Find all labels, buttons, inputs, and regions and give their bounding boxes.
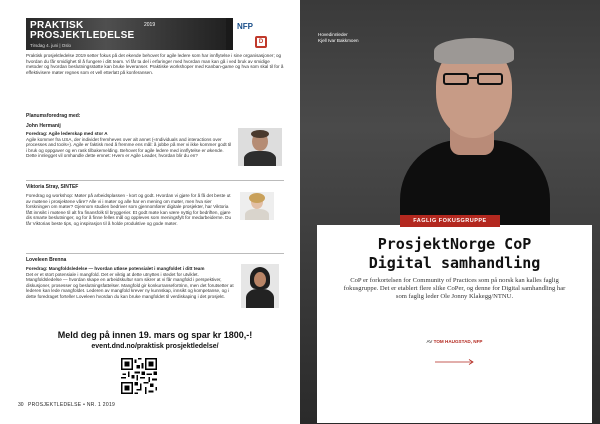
article-title [317,235,592,273]
caption-role: Hovedinnleder [318,32,348,37]
magazine-footer: PROSJEKTLEDELSE • NR. 1 2019 [28,402,116,408]
article-title-line2: Digital samhandling [368,254,541,272]
caption-name: Kjell Ivar Bakkmoen [318,37,359,43]
page-number: 30 [18,402,24,408]
photo-caption [318,32,359,43]
banner-title-line2: PROSJEKTLEDELSE [30,30,135,41]
logo-area [233,18,283,50]
speaker-photo [238,128,282,166]
speaker-talk [26,266,234,300]
talk-text: Agile kommer fra USA, der individet fremheves over alt annet («Individuals and interactions over processes and tools»). Agile er faktisk med å fremme ens mål: å jobbe på mer vi ikke kommer godt til i bruk og oppgaver og en rask tilbakemelding. Behovet for agile ledere med innflytelse er økende. Dette innlegget vil omhandle dette emnet: Hvem er Agile Leader, hvordan blir du en? [26,136,232,159]
speaker-name: Viktoria Stray, SINTEF [26,184,79,190]
signup-link[interactable]: event.dnd.no/praktisk prosjektledelse/ [91,343,219,350]
talk-title: Foredrag: Mangfoldsledelse — hvordan utløse potensialet i mangfoldet i ditt team [26,266,205,271]
banner-title-line1: PRAKTISK [30,20,84,31]
article-title-line1: ProsjektNorge CoP [377,235,532,253]
speaker-photo [240,192,274,220]
divider [26,253,284,254]
speaker-name: John Hermanij [26,123,61,129]
dnd-logo-icon: D [255,36,267,48]
intro-paragraph: Praktisk prosjektledelse 2019 setter fokus på det ekende behovet for agile ledere som har innflytelse i sine organisasjoner; og hvordan du får smidighet til å fungere i ditt team. Vi får ta del i erfaringer med hvordan man kan gå i ved bruk av smidige metoder og hvordan beslutningsstøtte kan bruke leveranser. Praktiske workshoper med Kanban-game og hva som skal til for å effektivisere møter regnes som et vell etterlatt på konferansen. [26,53,284,75]
portrait-hair [434,38,514,64]
banner-title [30,21,135,41]
arrow-right-icon [435,359,475,365]
event-banner [26,18,283,50]
signup-call-to-action: Meld deg på innen 19. mars og spar kr 1800,-! [57,330,253,340]
divider [26,180,284,181]
byline-author: TOM HAUGSTAD, NFP [433,339,483,344]
article-lead: CoP er forkortelsen for Community of Practices som på norsk kan kalles faglig fokusgruppe. Det er etablert flere slike CoPer, og denne for Digital samhandling har som faglig leder Ole Jonny Klakegg/NTNU. [343,277,566,300]
speaker-name: Loveleen Brenna [26,257,67,263]
speaker-talk [26,193,232,227]
right-page [300,0,600,424]
banner-year: 2019 [144,22,156,28]
qr-code-icon[interactable] [121,358,157,394]
nfp-logo: NFP [237,22,253,31]
section-label: Planumsforedrag med: [26,113,81,119]
article-byline [317,339,592,344]
banner-date: Tirsdag 4. juni | Oslo [30,43,72,48]
talk-title: Foredrag: Agile lederskap med stor A [26,131,108,136]
glasses-icon [440,72,506,86]
speaker-photo [241,264,279,308]
talk-text: Det er et stort potensiale i mangfold. Det er viktig at dette utnyttes i stedet for utviklet. Mangfoldsledelse — hvordan skape en arbeidskultur som sikrer at vi får mangfold i perspektiver, diskusjoner, prosesser og beslutningsfattelser. Mangfold gir konkurransefortrinn, men det forutsetter at lederen kan lede mangfoldet. Lederen av mangfold krever ny kunnskap, innsikt og kompetanse, og i dette foredraget forteller Loveleen hvordan du kan bruke mangfoldet til verdiskaping i det prosjekt. [26,271,234,299]
category-tag: FAGLIG FOKUSGRUPPE [400,215,500,227]
talk-text: Foredrag og workshop: Møter på arbeidsplassen - kort og godt. Hvordan vi gjøre for å få det beste ut av møtene i prosjektene våre? Alle vi i møter og alle har en mening om møter, men hva sier forskningen om møter? Gjennom studien bedriver som gjennomfører digitale prosjekter, har Viktoria fått innsikt i møtene til alt fra finansfolk til bryggerier. Et godt møte kan være nyttig for bedriften, gjøre dis smarte beslutninger, og for å finne felles mål og oppleves som meningsfylt for medarbeiderne. Du får Viktorias beste tips, og inspirasjon til å holde produktive og gode møter. [26,193,232,226]
article-card [317,225,592,423]
byline-prefix: AV [426,339,433,344]
speaker-talk [26,131,232,159]
